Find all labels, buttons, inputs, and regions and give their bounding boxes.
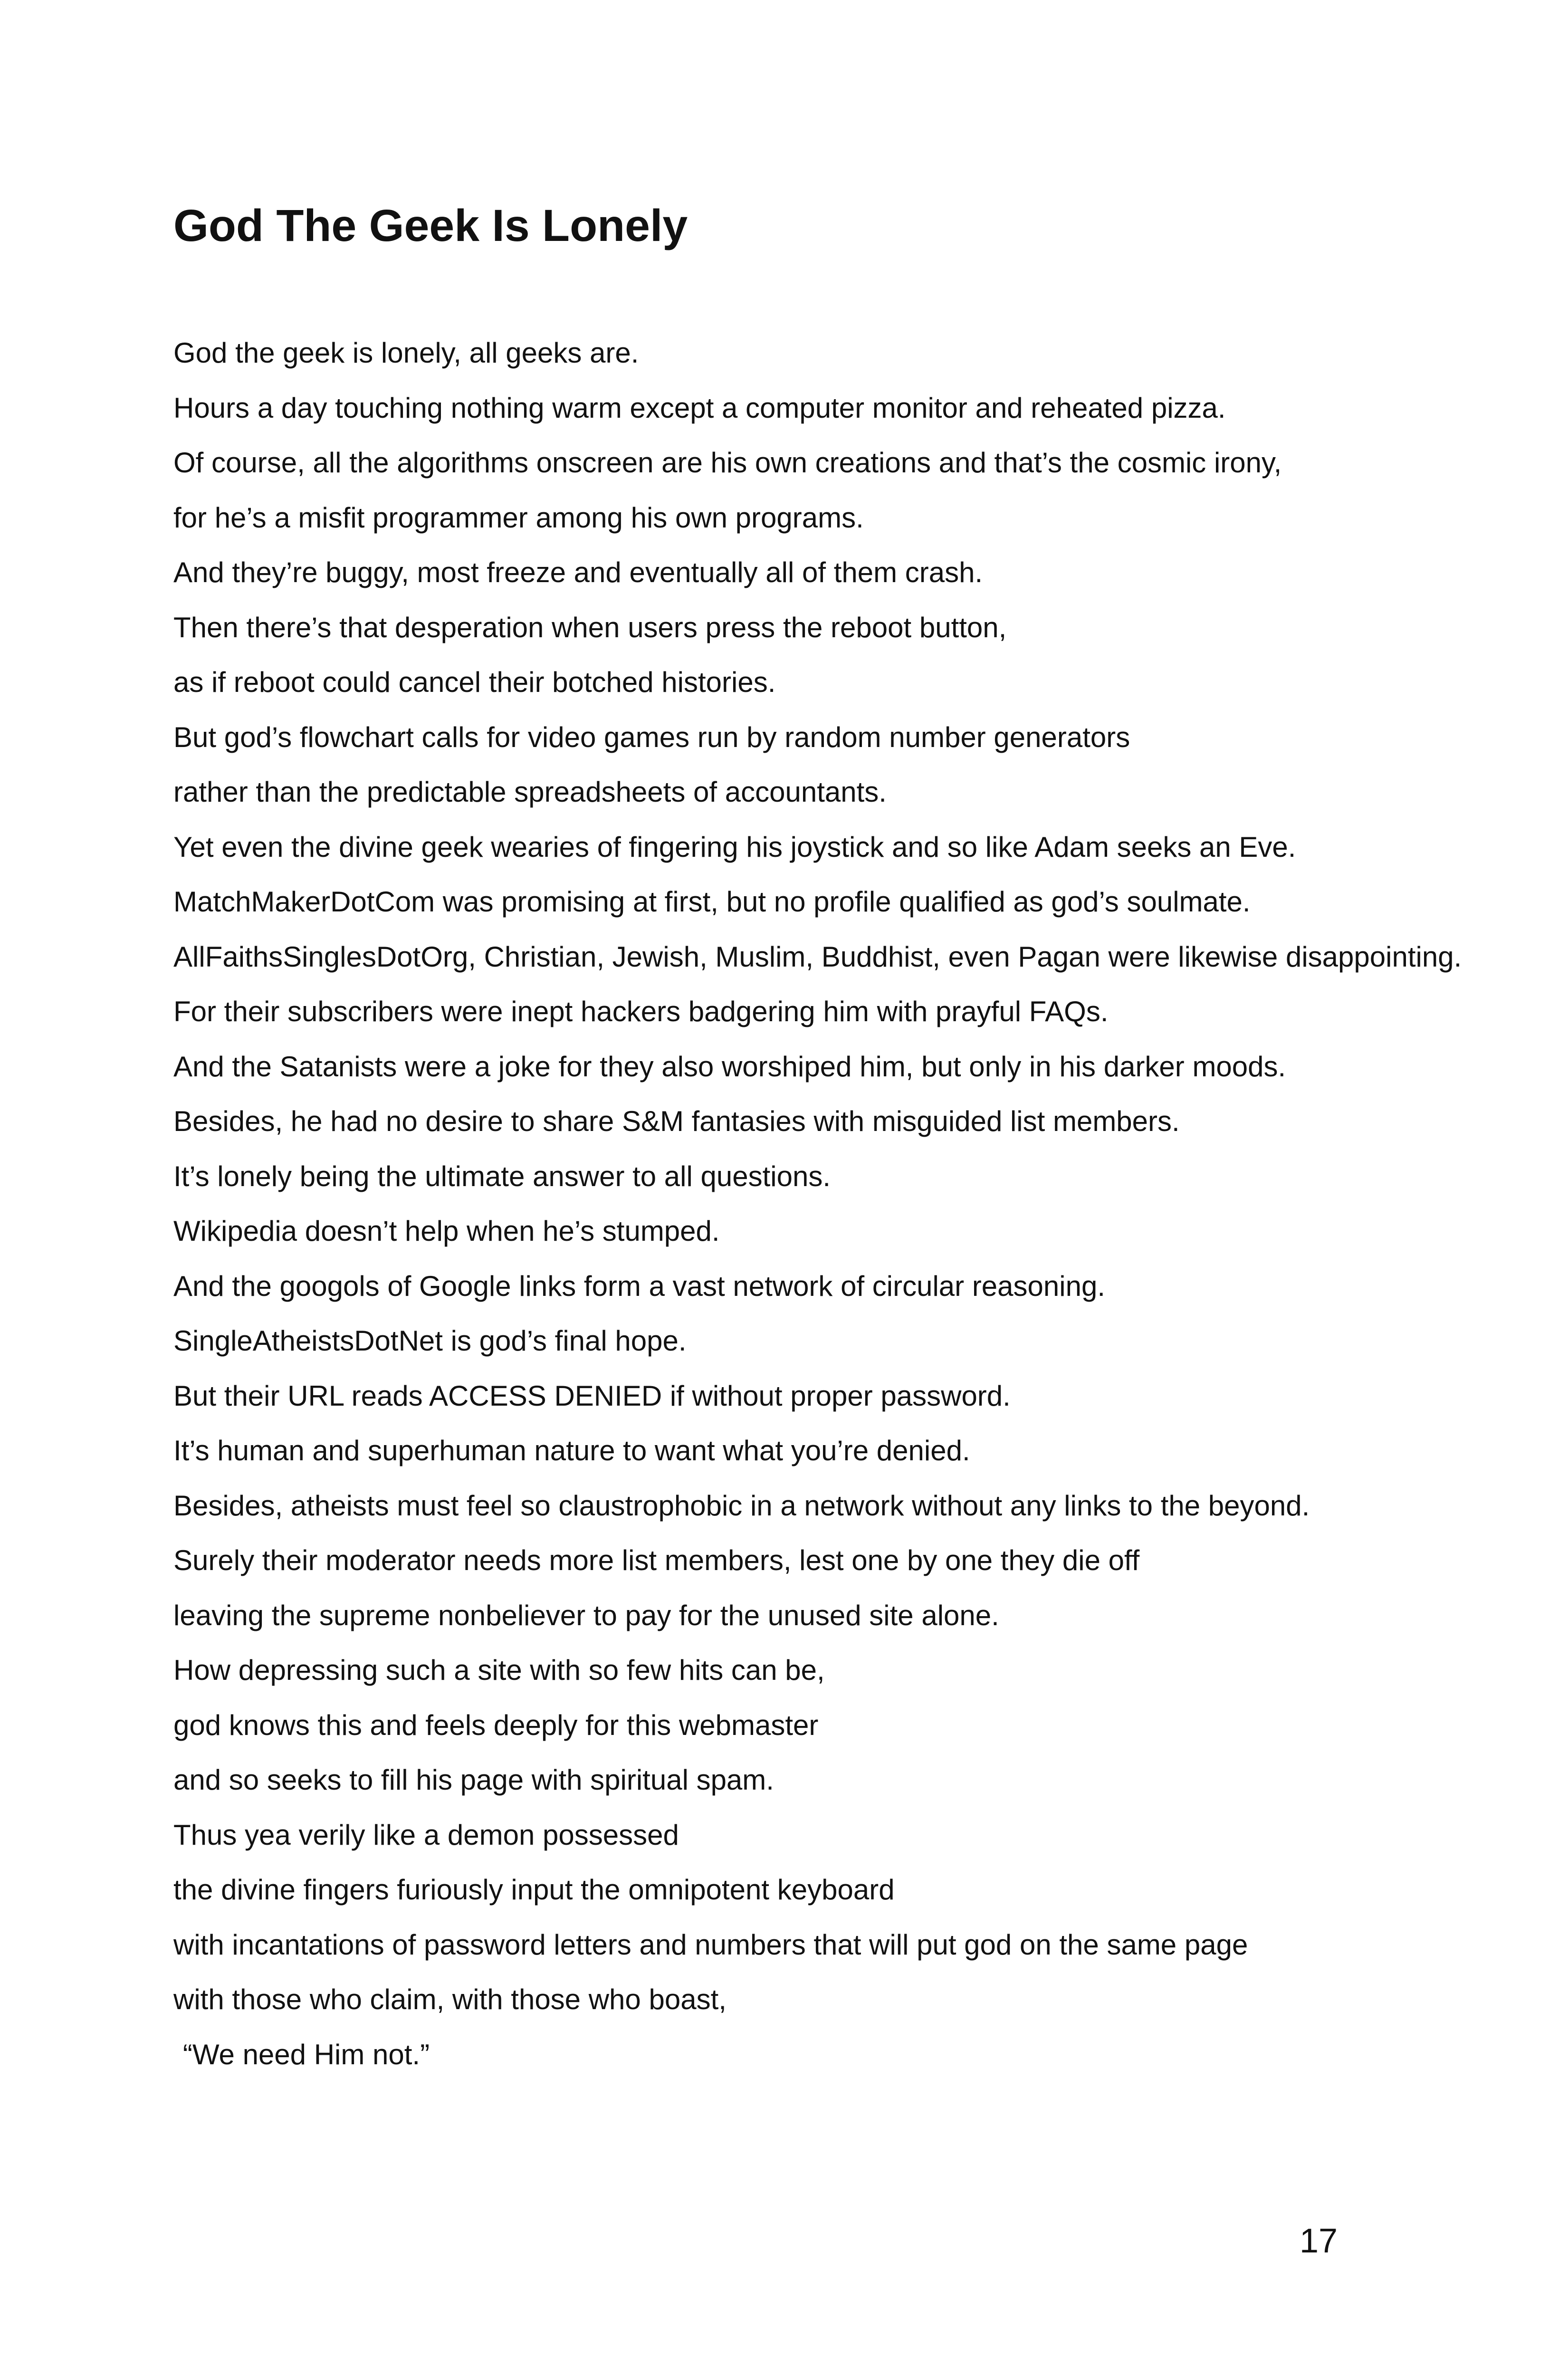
page-number: 17 [1300,2222,1338,2260]
poem-title: God The Geek Is Lonely [173,201,688,251]
poem-line: leaving the supreme nonbeliever to pay for the unused site alone. [173,1599,999,1631]
poem-line: god knows this and feels deeply for this webmaster [173,1709,819,1741]
poem-line: Yet even the divine geek wearies of fingering his joystick and so like Adam seeks an Eve. [173,831,1296,863]
poem-line: SingleAtheistsDotNet is god’s final hope. [173,1325,687,1357]
poem-line: But their URL reads ACCESS DENIED if without proper password. [173,1380,1011,1412]
poem-line: How depressing such a site with so few hits can be, [173,1654,825,1686]
poem-line: And they’re buggy, most freeze and eventually all of them crash. [173,556,983,588]
poem-line: with those who claim, with those who boast, [173,1983,727,2015]
poem-line: Of course, all the algorithms onscreen are his own creations and that’s the cosmic irony, [173,447,1282,479]
poem-line: Hours a day touching nothing warm except a computer monitor and reheated pizza. [173,392,1226,424]
poem-line: God the geek is lonely, all geeks are. [173,337,639,369]
poem-line: Surely their moderator needs more list members, lest one by one they die off [173,1544,1140,1576]
poem-line: Thus yea verily like a demon possessed [173,1819,679,1851]
poem-line: the divine fingers furiously input the omnipotent keyboard [173,1874,895,1906]
poem-line: for he’s a misfit programmer among his own programs. [173,501,864,534]
poem-line: Besides, he had no desire to share S&M fantasies with misguided list members. [173,1105,1180,1137]
poem-line: For their subscribers were inept hackers badgering him with prayful FAQs. [173,996,1109,1027]
poem-closing-quote: “We need Him not.” [183,2038,430,2070]
poem-line: rather than the predictable spreadsheets of accountants. [173,776,887,808]
poem-line: It’s human and superhuman nature to want what you’re denied. [173,1435,970,1466]
poem-line: Then there’s that desperation when users press the reboot button, [173,611,1007,643]
poem-line: It’s lonely being the ultimate answer to all questions. [173,1160,831,1192]
poem-line: But god’s flowchart calls for video games run by random number generators [173,721,1130,753]
poem-body [173,326,1551,2082]
poem-line: And the googols of Google links form a vast network of circular reasoning. [173,1270,1106,1302]
poem-line: and so seeks to fill his page with spiritual spam. [173,1764,774,1796]
poem-line: MatchMakerDotCom was promising at first, but no profile qualified as god’s soulmate. [173,886,1251,918]
poem-line: Besides, atheists must feel so claustrophobic in a network without any links to the beyond. [173,1489,1310,1522]
poem-line: AllFaithsSinglesDotOrg, Christian, Jewish, Muslim, Buddhist, even Pagan were likewise disappointing. [173,940,1462,973]
poem-line: with incantations of password letters and numbers that will put god on the same page [173,1928,1248,1961]
poem-line: Wikipedia doesn’t help when he’s stumped. [173,1215,720,1247]
poem-line: as if reboot could cancel their botched histories. [173,666,776,698]
poem-line: And the Satanists were a joke for they also worshiped him, but only in his darker moods. [173,1050,1286,1083]
